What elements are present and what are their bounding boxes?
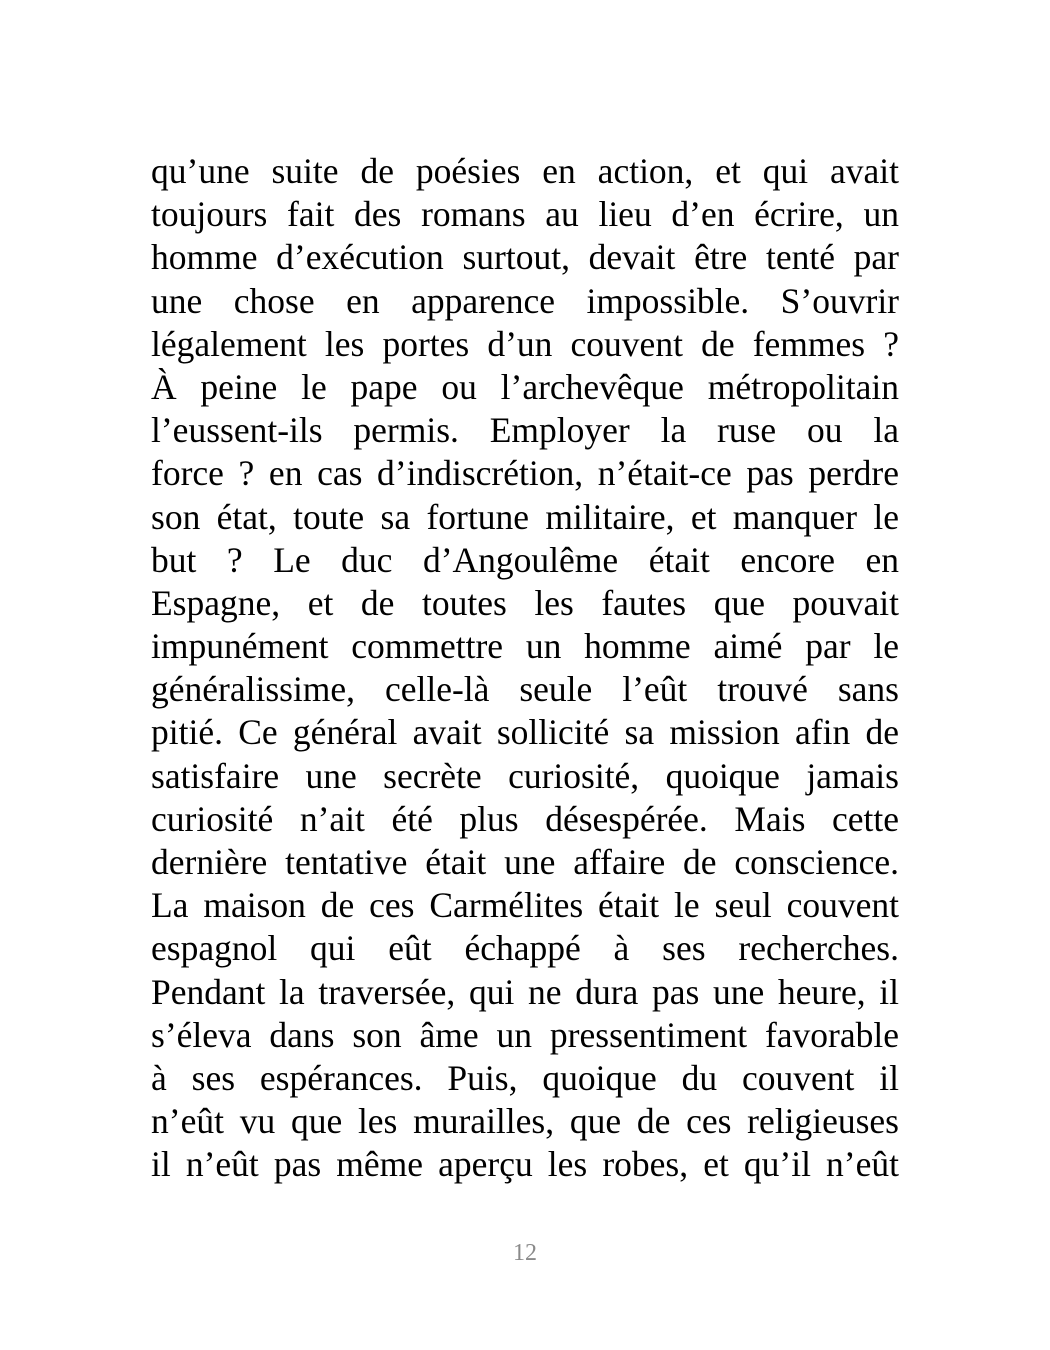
text-line: il n’eût pas même aperçu les robes, et qu’il n’eût xyxy=(151,1144,899,1185)
text-line: à ses espérances. Puis, quoique du couvent il xyxy=(151,1057,899,1098)
text-line: son état, toute sa fortune militaire, et manquer le xyxy=(151,496,899,537)
text-line: force ? en cas d’indiscrétion, n’était-ce pas perdre xyxy=(151,453,899,494)
text-line: À peine le pape ou l’archevêque métropolitain xyxy=(151,366,899,407)
text-line: une chose en apparence impossible. S’ouvrir xyxy=(151,280,899,321)
text-line: légalement les portes d’un couvent de femmes ? xyxy=(151,323,899,364)
text-line: homme d’exécution surtout, devait être tenté par xyxy=(151,237,899,278)
text-line: qu’une suite de poésies en action, et qui avait xyxy=(151,151,899,191)
text-line: impunément commettre un homme aimé par le xyxy=(151,626,899,667)
text-line: s’éleva dans son âme un pressentiment favorable xyxy=(151,1014,899,1055)
text-line: satisfaire une secrète curiosité, quoique jamais xyxy=(151,755,899,796)
text-line: Espagne, et de toutes les fautes que pouvait xyxy=(151,582,899,623)
page-number: 12 xyxy=(513,1240,537,1266)
text-line: l’eussent-ils permis. Employer la ruse ou la xyxy=(151,410,899,451)
text-line: n’eût vu que les murailles, que de ces religieuses xyxy=(151,1101,899,1142)
text-line: Pendant la traversée, qui ne dura pas une heure, il xyxy=(151,971,899,1012)
text-line: but ? Le duc d’Angoulême était encore en xyxy=(151,539,899,580)
text-line: espagnol qui eût échappé à ses recherches. xyxy=(151,928,899,969)
text-line: curiosité n’ait été plus désespérée. Mais cette xyxy=(151,798,899,839)
text-line: dernière tentative était une affaire de conscience. xyxy=(151,842,899,882)
text-line: toujours fait des romans au lieu d’en écrire, un xyxy=(151,194,899,235)
body-text xyxy=(151,150,899,1187)
text-line: La maison de ces Carmélites était le seul couvent xyxy=(151,885,899,926)
text-line: pitié. Ce général avait sollicité sa mission afin de xyxy=(151,712,899,753)
text-line: généralissime, celle-là seule l’eût trouvé sans xyxy=(151,669,899,710)
